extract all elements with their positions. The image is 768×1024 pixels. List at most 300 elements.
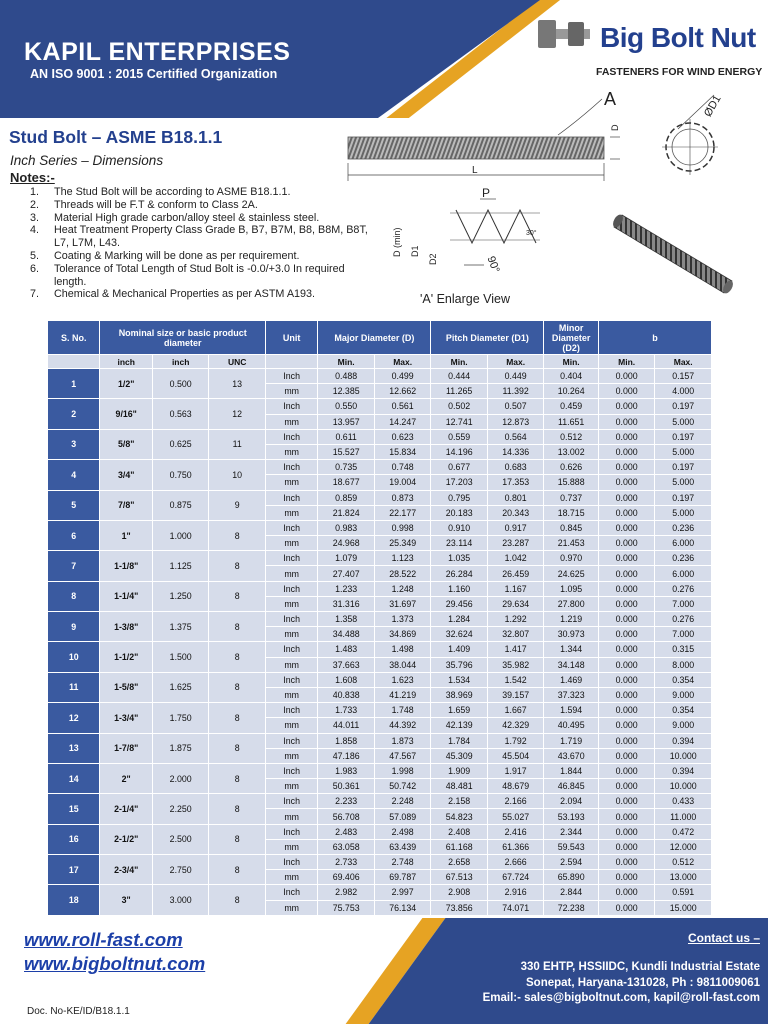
value-cell: 0.970 [544, 551, 598, 566]
nominal-decimal: 0.500 [152, 369, 209, 399]
unit-mm: mm [265, 748, 317, 763]
value-cell: 61.366 [487, 839, 544, 854]
table-row [48, 490, 712, 505]
nominal-decimal: 0.750 [152, 460, 209, 490]
unit-inch: Inch [265, 855, 317, 870]
value-cell: 28.522 [374, 566, 431, 581]
value-cell: 37.323 [544, 687, 598, 702]
value-cell: 0.512 [655, 855, 712, 870]
note-text: Tolerance of Total Length of Stud Bolt is -0.0/+3.0 In required length. [54, 262, 345, 288]
value-cell: 1.917 [487, 763, 544, 778]
unit-inch: Inch [265, 733, 317, 748]
unit-inch: Inch [265, 824, 317, 839]
value-cell: 1.784 [431, 733, 488, 748]
value-cell: 0.559 [431, 429, 488, 444]
value-cell: 72.238 [544, 900, 598, 915]
value-cell: 0.394 [655, 733, 712, 748]
value-cell: 0.000 [598, 839, 655, 854]
nominal-decimal: 0.875 [152, 490, 209, 520]
value-cell: 1.542 [487, 672, 544, 687]
contact-email: Email:- sales@bigboltnut.com, kapil@roll-fast.com [482, 992, 760, 1004]
value-cell: 29.456 [431, 596, 488, 611]
value-cell: 2.844 [544, 885, 598, 900]
logo-text: Big Bolt Nut [600, 22, 756, 53]
value-cell: 5.000 [655, 444, 712, 459]
note-item [30, 263, 370, 289]
unc-threads: 10 [209, 460, 266, 490]
value-cell: 0.737 [544, 490, 598, 505]
note-text: Material High grade carbon/alloy steel & stainless steel. [54, 211, 320, 224]
value-cell: 1.373 [374, 612, 431, 627]
value-cell: 24.625 [544, 566, 598, 581]
nominal-decimal: 1.875 [152, 733, 209, 763]
value-cell: 0.197 [655, 460, 712, 475]
value-cell: 0.591 [655, 885, 712, 900]
value-cell: 1.358 [318, 612, 375, 627]
value-cell: 0.000 [598, 779, 655, 794]
value-cell: 0.236 [655, 551, 712, 566]
value-cell: 0.000 [598, 475, 655, 490]
value-cell: 13.957 [318, 414, 375, 429]
value-cell: 0.000 [598, 900, 655, 915]
unit-inch: Inch [265, 794, 317, 809]
website-link-bigboltnut[interactable]: www.bigboltnut.com [24, 953, 206, 974]
value-cell: 34.148 [544, 657, 598, 672]
value-cell: 41.219 [374, 687, 431, 702]
iso-certification: AN ISO 9001 : 2015 Certified Organization [30, 67, 278, 81]
value-cell: 30.973 [544, 627, 598, 642]
unit-inch: Inch [265, 885, 317, 900]
nominal-fraction: 3" [100, 885, 152, 915]
value-cell: 9.000 [655, 687, 712, 702]
value-cell: 11.265 [431, 384, 488, 399]
value-cell: 8.000 [655, 657, 712, 672]
value-cell: 26.284 [431, 566, 488, 581]
value-cell: 37.663 [318, 657, 375, 672]
value-cell: 1.792 [487, 733, 544, 748]
value-cell: 34.488 [318, 627, 375, 642]
value-cell: 0.444 [431, 369, 488, 384]
value-cell: 0.472 [655, 824, 712, 839]
value-cell: 0.354 [655, 703, 712, 718]
value-cell: 5.000 [655, 475, 712, 490]
value-cell: 2.416 [487, 824, 544, 839]
value-cell: 69.406 [318, 870, 375, 885]
value-cell: 0.000 [598, 369, 655, 384]
table-row [48, 824, 712, 839]
row-number: 18 [48, 885, 100, 915]
value-cell: 20.343 [487, 505, 544, 520]
value-cell: 0.000 [598, 703, 655, 718]
value-cell: 0.000 [598, 718, 655, 733]
value-cell: 53.193 [544, 809, 598, 824]
value-cell: 67.724 [487, 870, 544, 885]
value-cell: 40.838 [318, 687, 375, 702]
value-cell: 21.453 [544, 536, 598, 551]
nominal-fraction: 1" [100, 520, 152, 550]
value-cell: 1.292 [487, 612, 544, 627]
unc-threads: 8 [209, 855, 266, 885]
value-cell: 1.594 [544, 703, 598, 718]
website-link-roll-fast[interactable]: www.roll-fast.com [24, 929, 183, 950]
value-cell: 0.000 [598, 748, 655, 763]
note-item [30, 212, 370, 225]
value-cell: 1.079 [318, 551, 375, 566]
nominal-fraction: 1-1/2" [100, 642, 152, 672]
unit-inch: Inch [265, 429, 317, 444]
value-cell: 65.890 [544, 870, 598, 885]
label-d2: D2 [428, 253, 438, 265]
value-cell: 0.000 [598, 687, 655, 702]
col-unit: Unit [265, 321, 317, 355]
document-number: Doc. No-KE/ID/B18.1.1 [27, 1006, 130, 1017]
unit-mm: mm [265, 414, 317, 429]
nominal-fraction: 2-3/4" [100, 855, 152, 885]
value-cell: 44.392 [374, 718, 431, 733]
value-cell: 0.000 [598, 490, 655, 505]
subheader-cell: Min. [431, 355, 488, 369]
label-a: A [604, 89, 617, 109]
value-cell: 0.000 [598, 429, 655, 444]
value-cell: 12.741 [431, 414, 488, 429]
value-cell: 2.748 [374, 855, 431, 870]
subheader-cell: inch [100, 355, 152, 369]
value-cell: 0.449 [487, 369, 544, 384]
value-cell: 12.873 [487, 414, 544, 429]
value-cell: 0.157 [655, 369, 712, 384]
value-cell: 1.123 [374, 551, 431, 566]
value-cell: 0.000 [598, 870, 655, 885]
address-line-1: 330 EHTP, HSSIIDC, Kundli Industrial Estate [520, 961, 760, 973]
unit-inch: Inch [265, 672, 317, 687]
value-cell: 10.000 [655, 779, 712, 794]
label-l: L [472, 165, 478, 176]
unc-threads: 8 [209, 612, 266, 642]
unc-threads: 8 [209, 763, 266, 793]
value-cell: 39.157 [487, 687, 544, 702]
value-cell: 0.000 [598, 824, 655, 839]
value-cell: 35.982 [487, 657, 544, 672]
notes-list [30, 186, 370, 301]
note-number: 6. [30, 262, 40, 275]
value-cell: 20.183 [431, 505, 488, 520]
nominal-decimal: 1.375 [152, 612, 209, 642]
value-cell: 1.667 [487, 703, 544, 718]
value-cell: 1.858 [318, 733, 375, 748]
label-30: 30° [526, 230, 537, 237]
value-cell: 0.512 [544, 429, 598, 444]
table-row [48, 369, 712, 384]
value-cell: 18.677 [318, 475, 375, 490]
table-row [48, 885, 712, 900]
table-row [48, 460, 712, 475]
value-cell: 2.594 [544, 855, 598, 870]
nominal-decimal: 1.125 [152, 551, 209, 581]
label-d1: D1 [410, 245, 420, 257]
value-cell: 0.000 [598, 596, 655, 611]
note-text: Heat Treatment Property Class Grade B, B7, B7M, B8, B8M, B8T, L7, L7M, L43. [54, 224, 368, 250]
col-pitch: Pitch Diameter (D1) [431, 321, 544, 355]
value-cell: 2.483 [318, 824, 375, 839]
value-cell: 1.719 [544, 733, 598, 748]
value-cell: 75.753 [318, 900, 375, 915]
value-cell: 0.276 [655, 581, 712, 596]
unc-threads: 8 [209, 794, 266, 824]
value-cell: 42.329 [487, 718, 544, 733]
value-cell: 1.417 [487, 642, 544, 657]
table-row [48, 429, 712, 444]
nominal-fraction: 1-1/8" [100, 551, 152, 581]
value-cell: 17.353 [487, 475, 544, 490]
unit-inch: Inch [265, 581, 317, 596]
row-number: 12 [48, 703, 100, 733]
value-cell: 1.733 [318, 703, 375, 718]
value-cell: 47.567 [374, 748, 431, 763]
value-cell: 47.186 [318, 748, 375, 763]
unit-inch: Inch [265, 490, 317, 505]
value-cell: 26.459 [487, 566, 544, 581]
value-cell: 11.000 [655, 809, 712, 824]
value-cell: 1.409 [431, 642, 488, 657]
website-links [24, 928, 205, 976]
nominal-fraction: 9/16" [100, 399, 152, 429]
unc-threads: 11 [209, 429, 266, 459]
row-number: 3 [48, 429, 100, 459]
row-number: 7 [48, 551, 100, 581]
value-cell: 1.167 [487, 581, 544, 596]
nominal-fraction: 5/8" [100, 429, 152, 459]
contact-address [483, 960, 760, 1007]
value-cell: 1.608 [318, 672, 375, 687]
subheader-cell: Min. [598, 355, 655, 369]
value-cell: 27.407 [318, 566, 375, 581]
unc-threads: 8 [209, 672, 266, 702]
dimensions-table [47, 320, 712, 916]
row-number: 14 [48, 763, 100, 793]
unc-threads: 8 [209, 581, 266, 611]
table-row [48, 763, 712, 778]
value-cell: 24.968 [318, 536, 375, 551]
value-cell: 11.651 [544, 414, 598, 429]
value-cell: 0.394 [655, 763, 712, 778]
table-row [48, 855, 712, 870]
value-cell: 10.000 [655, 748, 712, 763]
value-cell: 21.824 [318, 505, 375, 520]
note-number: 3. [30, 211, 40, 224]
value-cell: 0.197 [655, 399, 712, 414]
value-cell: 17.203 [431, 475, 488, 490]
unit-mm: mm [265, 809, 317, 824]
value-cell: 6.000 [655, 566, 712, 581]
value-cell: 48.481 [431, 779, 488, 794]
value-cell: 2.997 [374, 885, 431, 900]
note-number: 7. [30, 288, 40, 301]
value-cell: 0.000 [598, 384, 655, 399]
unit-inch: Inch [265, 763, 317, 778]
value-cell: 0.845 [544, 520, 598, 535]
thread-profile-view [392, 186, 540, 274]
value-cell: 0.683 [487, 460, 544, 475]
value-cell: 1.160 [431, 581, 488, 596]
nominal-decimal: 1.000 [152, 520, 209, 550]
nominal-fraction: 1-1/4" [100, 581, 152, 611]
value-cell: 0.795 [431, 490, 488, 505]
value-cell: 0.315 [655, 642, 712, 657]
value-cell: 25.349 [374, 536, 431, 551]
value-cell: 14.336 [487, 444, 544, 459]
table-row [48, 399, 712, 414]
value-cell: 48.679 [487, 779, 544, 794]
value-cell: 5.000 [655, 505, 712, 520]
value-cell: 0.623 [374, 429, 431, 444]
unit-mm: mm [265, 900, 317, 915]
value-cell: 0.564 [487, 429, 544, 444]
value-cell: 0.748 [374, 460, 431, 475]
value-cell: 13.002 [544, 444, 598, 459]
nominal-fraction: 3/4" [100, 460, 152, 490]
value-cell: 0.801 [487, 490, 544, 505]
value-cell: 0.000 [598, 536, 655, 551]
value-cell: 0.502 [431, 399, 488, 414]
value-cell: 0.000 [598, 809, 655, 824]
subheader-cell: UNC [209, 355, 266, 369]
value-cell: 1.909 [431, 763, 488, 778]
value-cell: 0.000 [598, 627, 655, 642]
unc-threads: 8 [209, 885, 266, 915]
row-number: 10 [48, 642, 100, 672]
value-cell: 2.158 [431, 794, 488, 809]
value-cell: 15.834 [374, 444, 431, 459]
unc-threads: 8 [209, 520, 266, 550]
value-cell: 54.823 [431, 809, 488, 824]
note-item [30, 186, 370, 199]
unit-inch: Inch [265, 399, 317, 414]
table-subheader-row [48, 355, 712, 369]
stud-side-view [348, 89, 620, 181]
value-cell: 0.236 [655, 520, 712, 535]
note-number: 4. [30, 224, 40, 237]
nominal-fraction: 1-3/8" [100, 612, 152, 642]
value-cell: 19.004 [374, 475, 431, 490]
value-cell: 0.561 [374, 399, 431, 414]
value-cell: 1.035 [431, 551, 488, 566]
table-header-row [48, 321, 712, 355]
note-item [30, 199, 370, 212]
nominal-decimal: 1.500 [152, 642, 209, 672]
row-number: 9 [48, 612, 100, 642]
value-cell: 67.513 [431, 870, 488, 885]
row-number: 6 [48, 520, 100, 550]
table-row [48, 581, 712, 596]
value-cell: 45.504 [487, 748, 544, 763]
value-cell: 50.742 [374, 779, 431, 794]
value-cell: 0.000 [598, 566, 655, 581]
unit-inch: Inch [265, 703, 317, 718]
value-cell: 1.498 [374, 642, 431, 657]
value-cell: 4.000 [655, 384, 712, 399]
stud-3d-view [611, 213, 735, 295]
value-cell: 31.697 [374, 596, 431, 611]
value-cell: 1.623 [374, 672, 431, 687]
unc-threads: 8 [209, 642, 266, 672]
value-cell: 0.735 [318, 460, 375, 475]
value-cell: 69.787 [374, 870, 431, 885]
unit-mm: mm [265, 384, 317, 399]
page-title: Stud Bolt – ASME B18.1.1 [9, 127, 223, 147]
value-cell: 0.499 [374, 369, 431, 384]
value-cell: 0.000 [598, 855, 655, 870]
label-90: 90° [484, 254, 502, 275]
value-cell: 42.139 [431, 718, 488, 733]
table-row [48, 551, 712, 566]
row-number: 4 [48, 460, 100, 490]
nominal-fraction: 1-7/8" [100, 733, 152, 763]
note-item [30, 224, 370, 250]
value-cell: 63.058 [318, 839, 375, 854]
value-cell: 0.000 [598, 505, 655, 520]
unc-threads: 8 [209, 733, 266, 763]
value-cell: 0.000 [598, 444, 655, 459]
nominal-fraction: 1-3/4" [100, 703, 152, 733]
enlarge-view-caption: 'A' Enlarge View [420, 292, 511, 306]
col-major: Major Diameter (D) [318, 321, 431, 355]
table-row [48, 672, 712, 687]
nominal-fraction: 2" [100, 763, 152, 793]
value-cell: 11.392 [487, 384, 544, 399]
value-cell: 43.670 [544, 748, 598, 763]
col-nominal: Nominal size or basic product diameter [100, 321, 265, 355]
unit-mm: mm [265, 596, 317, 611]
subheader-cell: Min. [544, 355, 598, 369]
value-cell: 31.316 [318, 596, 375, 611]
value-cell: 1.659 [431, 703, 488, 718]
logo-tagline: FASTENERS FOR WIND ENERGY [596, 66, 763, 78]
value-cell: 1.219 [544, 612, 598, 627]
value-cell: 0.000 [598, 520, 655, 535]
value-cell: 23.287 [487, 536, 544, 551]
unit-mm: mm [265, 444, 317, 459]
contact-heading: Contact us – [687, 931, 760, 945]
value-cell: 0.000 [598, 551, 655, 566]
unit-inch: Inch [265, 612, 317, 627]
unc-threads: 12 [209, 399, 266, 429]
note-text: Chemical & Mechanical Properties as per ASTM A193. [54, 288, 316, 301]
nominal-fraction: 1-5/8" [100, 672, 152, 702]
value-cell: 73.856 [431, 900, 488, 915]
value-cell: 5.000 [655, 414, 712, 429]
notes-heading: Notes:- [10, 170, 55, 185]
nominal-fraction: 7/8" [100, 490, 152, 520]
value-cell: 50.361 [318, 779, 375, 794]
col-minor: Minor Diameter (D2) [544, 321, 598, 355]
value-cell: 0.000 [598, 885, 655, 900]
value-cell: 7.000 [655, 627, 712, 642]
unit-mm: mm [265, 657, 317, 672]
table-row [48, 703, 712, 718]
value-cell: 0.000 [598, 581, 655, 596]
unit-mm: mm [265, 566, 317, 581]
subheader-blank [265, 355, 317, 369]
subheader-blank [48, 355, 100, 369]
note-item [30, 250, 370, 263]
value-cell: 13.000 [655, 870, 712, 885]
unc-threads: 9 [209, 490, 266, 520]
row-number: 5 [48, 490, 100, 520]
value-cell: 2.916 [487, 885, 544, 900]
value-cell: 0.404 [544, 369, 598, 384]
unit-inch: Inch [265, 369, 317, 384]
value-cell: 0.488 [318, 369, 375, 384]
